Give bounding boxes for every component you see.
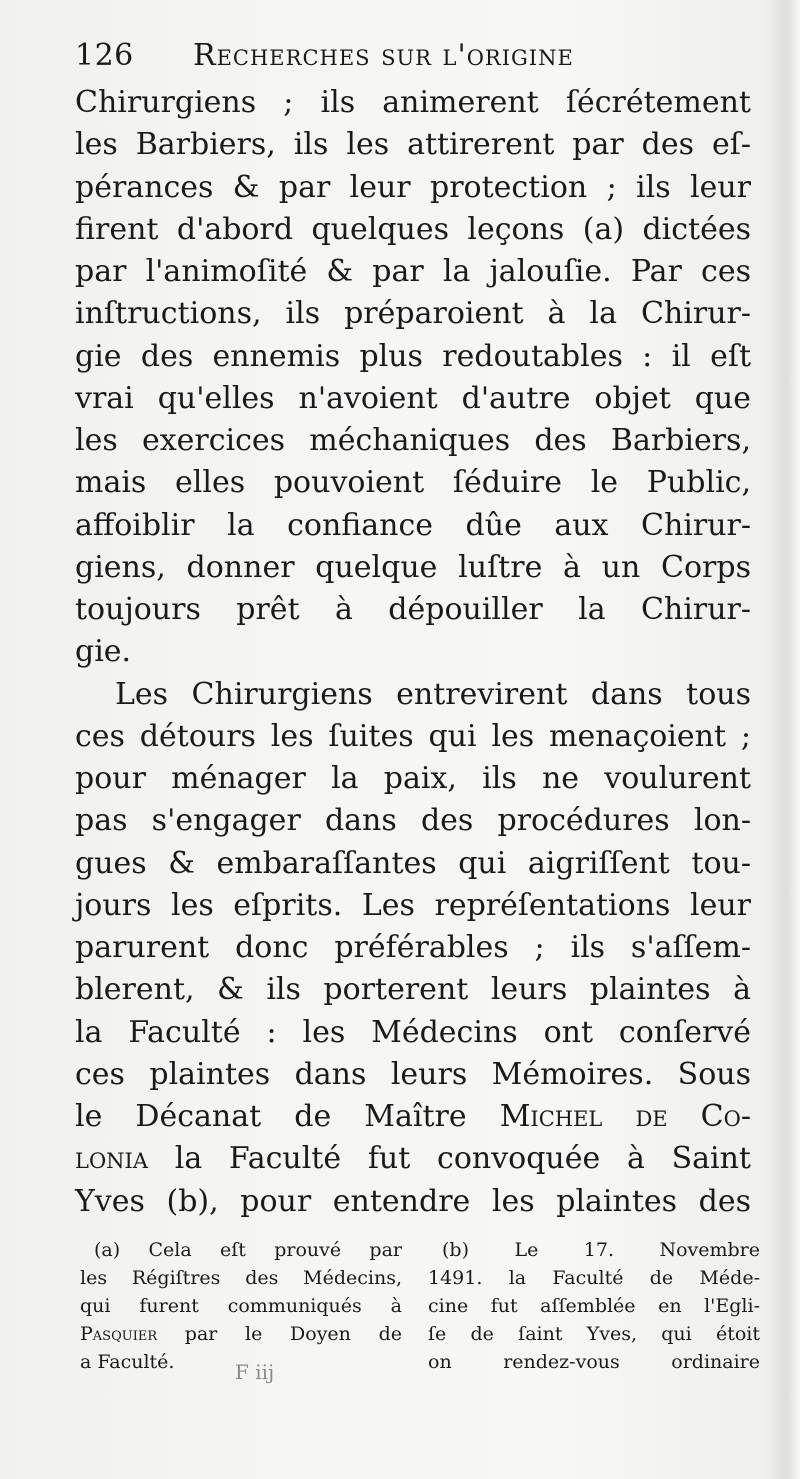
text-line: gie.: [75, 634, 132, 670]
page-number: 126: [75, 38, 134, 73]
person-name: Pasquier: [80, 1323, 158, 1345]
person-name-continued: lonia: [75, 1141, 148, 1177]
footnote-line: 1491. la Faculté de Méde-: [428, 1267, 760, 1289]
footnote-a: [80, 1236, 402, 1376]
running-title: Recherches sur l'origine: [193, 38, 574, 73]
text-fragment: la Faculté fut convoquée à Saint: [148, 1141, 751, 1177]
text-line: blerent, & ils porterent leurs plaintes à: [75, 972, 751, 1008]
text-line: giens, donner quelque luſtre à un Corps: [75, 549, 751, 585]
text-line: la Faculté : les Médecins ont conſervé: [75, 1014, 751, 1050]
text-line: pour ménager la paix, ils ne voulurent: [75, 761, 751, 796]
footnote-line: a Faculté.: [80, 1351, 175, 1373]
text-line: parurent donc préférables ; ils s'aſſem-: [75, 930, 751, 965]
text-line: mais elles pouvoient ſéduire le Public,: [75, 465, 751, 501]
paragraph-first-line: Les Chirurgiens entrevirent dans tous: [115, 676, 751, 712]
text-line: [75, 1138, 751, 1180]
text-line: par l'animoſité & par la jalouſie. Par ces: [75, 254, 751, 289]
footnote-line: ſe de ſaint Yves, qui étoit: [428, 1323, 760, 1345]
text-line: toujours prêt à dépouiller la Chirur-: [75, 592, 751, 627]
text-line: ces détours les ſuites qui les menaçoient ;: [75, 718, 751, 754]
text-fragment: le Décanat de Maître: [75, 1099, 500, 1134]
footnote-line: qui furent communiqués à: [80, 1295, 402, 1317]
text-line: pas s'engager dans des procédures lon-: [75, 803, 751, 839]
text-line: ces plaintes dans leurs Mémoires. Sous: [75, 1056, 751, 1092]
footnotes: [80, 1236, 760, 1386]
text-line: jours les eſprits. Les repréſentations leur: [75, 887, 751, 923]
text-line: firent d'abord quelques leçons (a) dictées: [75, 211, 751, 247]
person-name: Michel de Co-: [499, 1099, 751, 1134]
footnote-line: on rendez-vous ordinaire: [428, 1351, 760, 1373]
text-line: gie des ennemis plus redoutables : il eſt: [75, 338, 751, 374]
text-line: affoiblir la confiance dûe aux Chirur-: [75, 507, 751, 543]
footnote-line: (a) Cela eſt prouvé par: [94, 1239, 402, 1261]
text-line: pérances & par leur protection ; ils leur: [75, 169, 751, 205]
text-line: Yves (b), pour entendre les plaintes des: [75, 1183, 751, 1219]
text-line: inſtructions, ils préparoient à la Chirur-: [75, 296, 751, 332]
footnote-line: [80, 1320, 402, 1348]
text-line: gues & embaraſſantes qui aigriſſent tou-: [75, 845, 751, 881]
footnote-line: cine fut aſſemblée en l'Egli-: [428, 1295, 760, 1317]
footnote-line: les Régiſtres des Médecins,: [80, 1267, 402, 1289]
text-line: vrai qu'elles n'avoient d'autre objet que: [75, 380, 751, 416]
text-line: Chirurgiens ; ils animerent ſécrétement: [75, 85, 751, 120]
text-line: [75, 1096, 751, 1138]
footnote-line: (b) Le 17. Novembre: [442, 1239, 760, 1261]
text-line: les exercices méchaniques des Barbiers,: [75, 423, 751, 458]
signature-mark: F iij: [235, 1360, 275, 1384]
page-edge-shadow: [766, 0, 800, 1479]
text-fragment: par le Doyen de: [157, 1323, 402, 1345]
text-line: les Barbiers, ils les attirerent par des eſ-: [75, 127, 751, 163]
body-text: [75, 82, 751, 1223]
page-header: [75, 38, 755, 84]
footnote-b: [428, 1236, 760, 1376]
